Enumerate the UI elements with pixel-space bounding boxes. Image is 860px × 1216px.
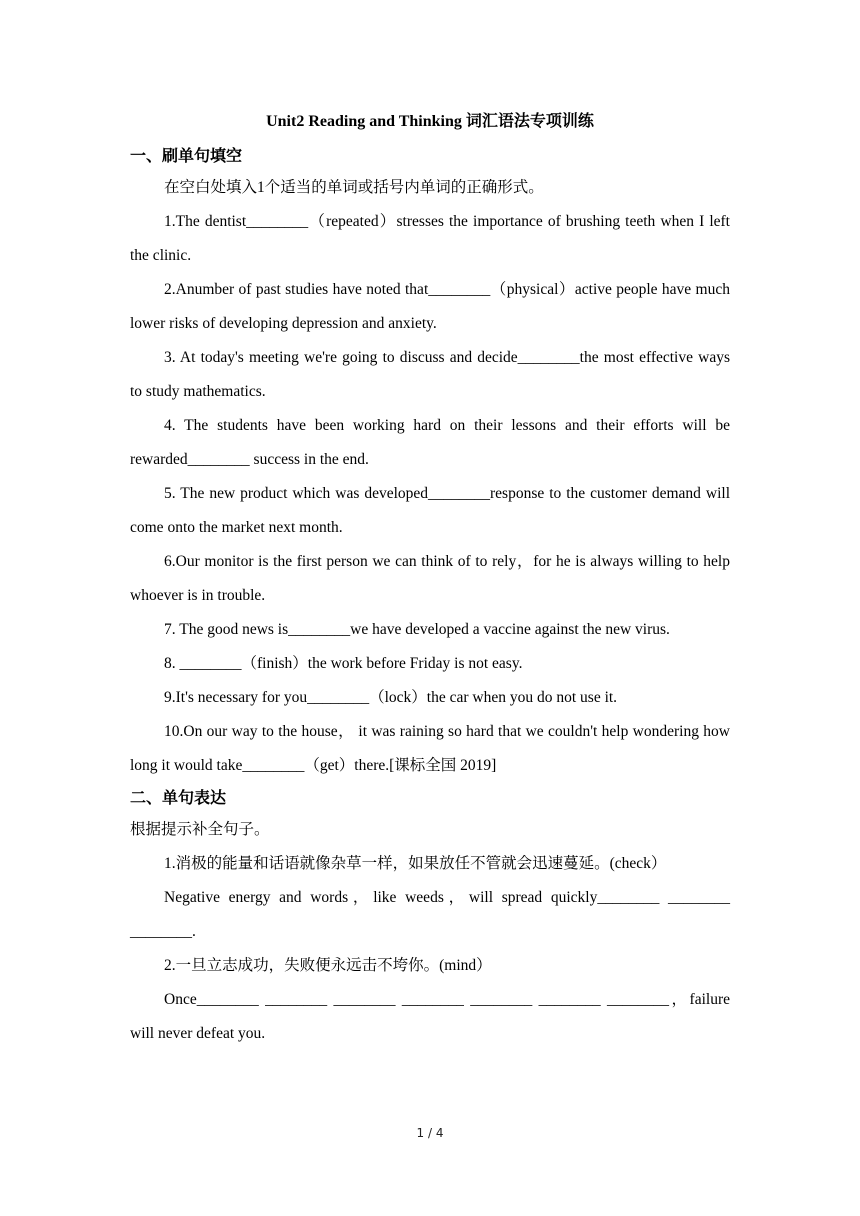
page-number: 1 / 4 — [416, 1126, 444, 1140]
question-7: 7. The good news is________we have developed a vaccine against the new virus. — [164, 621, 670, 638]
question-10: 10.On our way to the house， it was raining so hard that we couldn't help wondering how long it would take________（get）there.[课标全国 2019] — [130, 723, 730, 774]
question-9: 9.It's necessary for you________（lock）the car when you do not use it. — [164, 689, 618, 706]
question-1: 1.The dentist________（repeated）stresses the importance of brushing teeth when I left the clinic. — [130, 213, 730, 264]
question-4: 4. The students have been working hard on their lessons and their efforts will be rewarded________ success in the end. — [130, 417, 730, 468]
document-page — [130, 108, 730, 1051]
section-2-instruction: 根据提示补全句子。 — [130, 821, 270, 838]
question-6: 6.Our monitor is the first person we can think of to rely，for he is always willing to help whoever is in trouble. — [130, 553, 730, 604]
document-title: Unit2 Reading and Thinking 词汇语法专项训练 — [266, 113, 594, 130]
section-heading-2: 二、单句表达 — [130, 788, 227, 807]
translation-2-answer: Once________ ________ ________ ________ ________ ________ ________，failure will never defeat you. — [130, 991, 730, 1042]
question-2: 2.Anumber of past studies have noted that________（physical）active people have much lower risks of developing depression and anxiety. — [130, 281, 730, 332]
section-1-instruction: 在空白处填入1个适当的单词或括号内单词的正确形式。 — [164, 179, 544, 196]
translation-2-prompt: 2.一旦立志成功，失败便永远击不垮你。(mind） — [164, 957, 492, 974]
section-heading-1: 一、刷单句填空 — [130, 146, 243, 165]
translation-1-prompt: 1.消极的能量和话语就像杂草一样，如果放任不管就会迅速蔓延。(check） — [164, 855, 667, 872]
question-5: 5. The new product which was developed________response to the customer demand will come onto the market next month. — [130, 485, 730, 536]
question-8: 8. ________（finish）the work before Friday is not easy. — [164, 655, 523, 672]
translation-1-answer: Negative energy and words，like weeds，will spread quickly________ ________ ________. — [130, 889, 730, 940]
question-3: 3. At today's meeting we're going to discuss and decide________the most effective ways to study mathematics. — [130, 349, 730, 400]
